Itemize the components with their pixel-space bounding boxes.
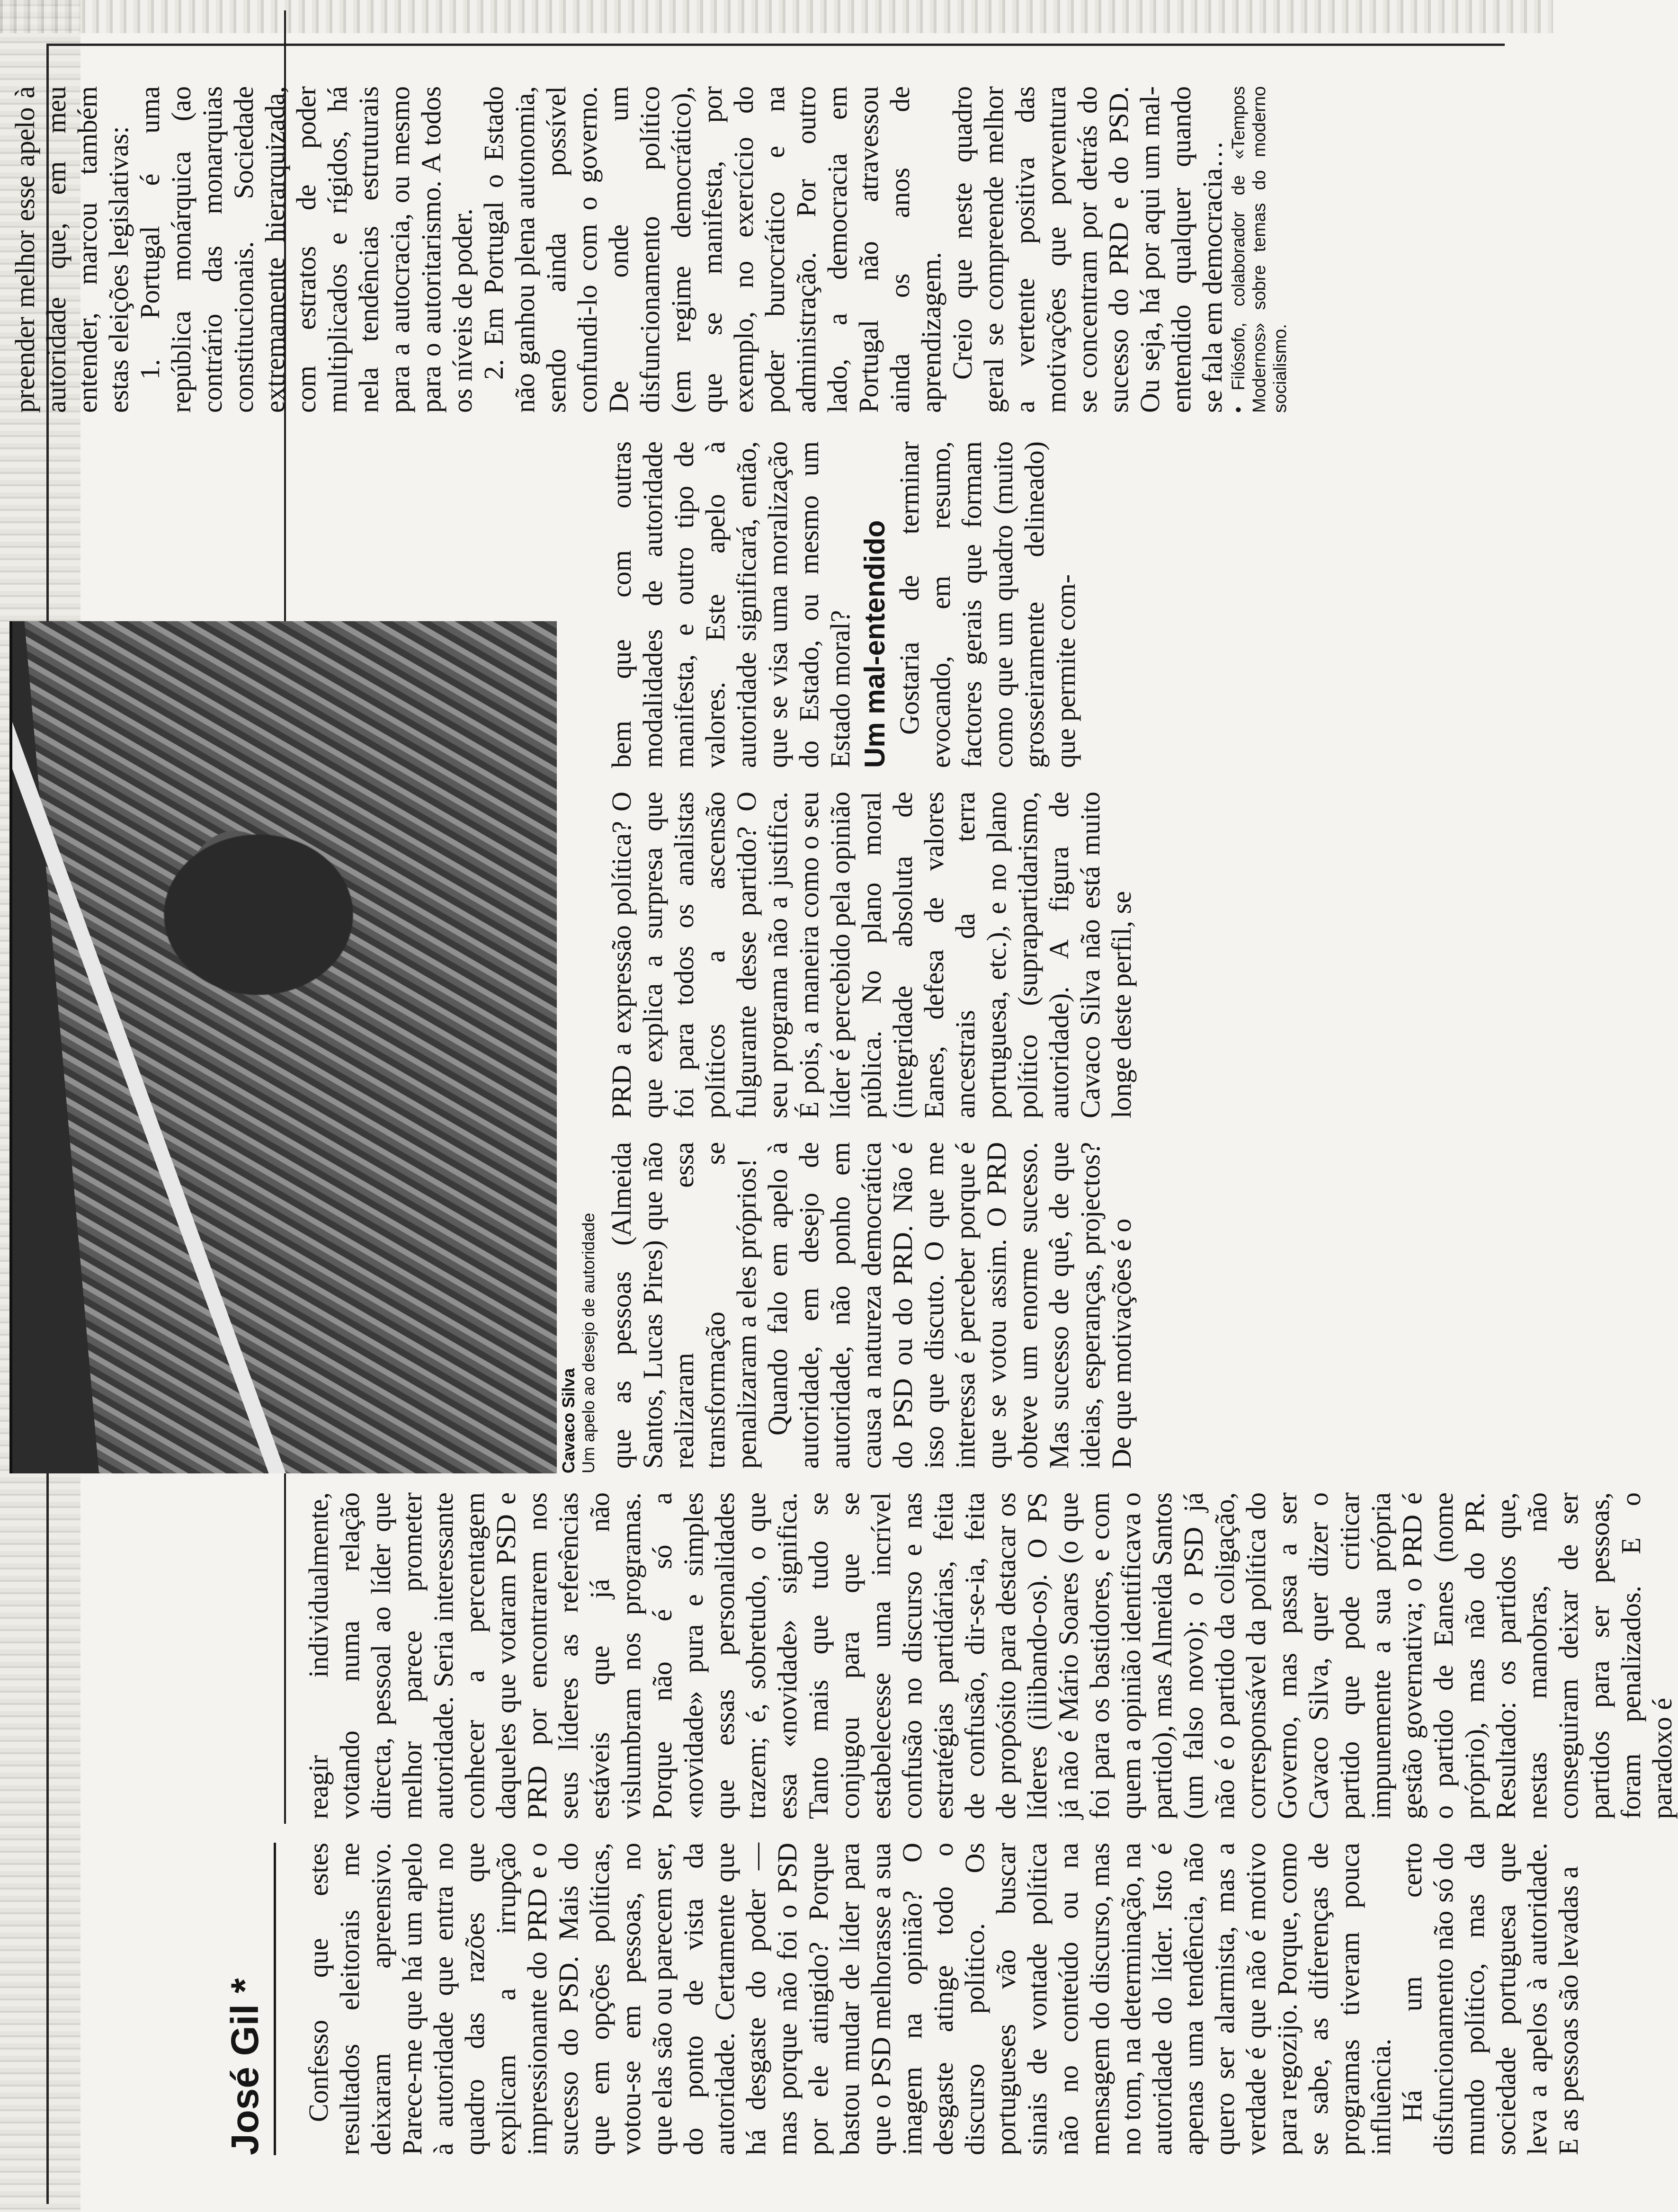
column-3 [606, 1142, 1137, 1469]
photo-caption [559, 1000, 598, 1473]
footnote: • Filósofo, colaborador de «Tempos Modernos» sobre temas do moderno socialismo. [1229, 86, 1290, 413]
paragraph: Creio que neste quadro geral se compreende melhor a vertente positiva das motivações que porventura se concentram por detrás do sucesso do PRD e do PSD. Ou seja, há por aqui um mal-entendido qualquer quando se fala em democracia… [947, 86, 1228, 413]
column-5 [606, 441, 1081, 768]
paragraph: 1. Portugal é uma república monárquica (ao contrário das monarquias constitucionais. Sociedade extremamente hierarquizada, com estratos de poder multiplicados e rígidos, há nela tendências estruturais para a autocracia, ou mesmo para o autoritarismo. A todos os níveis de poder. [134, 86, 478, 413]
paragraph: bem que com outras modalidades de autoridade manifesta, e outro tipo de valores. Este apelo à autoridade significará, então, que se visa uma moralização do Estado, ou mesmo um Estado moral? [606, 441, 856, 768]
column-4 [606, 792, 1137, 1118]
column-1 [303, 1843, 1584, 2155]
paragraph: preender melhor esse apelo à autoridade que, em meu entender, marcou também estas eleições legislativas: [9, 86, 134, 413]
caption-text: Um apelo ao desejo de autoridade [579, 1213, 598, 1473]
article-body [9, 53, 1678, 2155]
paragraph: Gostaria de terminar evocando, em resumo, factores gerais que formam como que um quadro (muito grosseiramente delineado) que permite com- [894, 441, 1081, 768]
paragraph: PRD a expressão política? O que explica a surpresa que foi para todos os analistas políticos a ascensão fulgurante desse partido? O seu programa não a justifica. É pois, a maneira como o seu líder é percebido pela opinião pública. No plano moral (integridade absoluta de Eanes, defesa de valores ancestrais da terra portuguesa, etc.), e no plano político (suprapartidarismo, autoridade). A figura de Cavaco Silva não está muito longe deste perfil, se [606, 792, 1137, 1118]
subheading: Um mal-entendido [859, 520, 891, 768]
paragraph: Confesso que estes resultados eleitorais me deixaram apreensivo. Parece-me que há um apelo à autoridade que entra no quadro das razões que explicam a irrupção impressionante do PRD e o sucesso do PSD. Mais do que em opções políticas, votou-se em pessoas, no que elas são ou parecem ser, do ponto de vista da autoridade. Certamente que há desgaste do poder — mas porque não foi o PSD por ele atingido? Porque bastou mudar de líder para que o PSD melhorasse a sua imagem na opinião? O desgaste atinge todo o discurso político. Os portugueses vão buscar sinais de vontade política não no conteúdo ou na mensagem do discurso, mas no tom, na determinação, na autoridade do líder. Isto é apenas uma tendência, não quero ser alarmista, mas a verdade é que não é motivo para regozijo. Porque, como se sabe, as diferenças de programas tiveram pouca influência. [303, 1843, 1396, 2155]
paragraph: que as pessoas (Almeida Santos, Lucas Pires) que não realizaram essa transformação se penalizaram a eles próprios! [606, 1142, 762, 1469]
column-2 [303, 1492, 1678, 1819]
paragraph: Quando falo em apelo à autoridade, em desejo de autoridade, não ponho em causa a natureza democrática do PSD ou do PRD. Não é isso que discuto. O que me interessa é perceber porque é que se votou assim. O PRD obteve um enorme sucesso. Mas sucesso de quê, de que ideias, esperanças, projectos? De que motivações é o [762, 1142, 1137, 1469]
author-byline: José Gil * [223, 1843, 276, 2155]
caption-name: Cavaco Silva [559, 1368, 578, 1473]
paragraph: Há um certo disfuncionamento não só do mundo político, mas da sociedade portuguesa que leva a apelos à autoridade. E as pessoas são levadas a [1397, 1843, 1584, 2155]
column-6 [9, 86, 1291, 413]
paragraph: 2. Em Portugal o Estado não ganhou plena autonomia, sendo ainda possível confundi-lo com o governo. De onde um disfuncionamento político (em regime democrático), que se manifesta, por exemplo, no exercício do poder burocrático e na administração. Por outro lado, a democracia em Portugal não atravessou ainda os anos de aprendizagem. [478, 86, 946, 413]
photo-cavaco-silva [9, 621, 557, 1473]
paragraph: reagir individualmente, votando numa relação directa, pessoal ao líder que melhor parece prometer autoridade. Seria interessante conhecer a percentagem daqueles que votaram PSD e PRD por encontrarem nos seus líderes as referências estáveis que já não vislumbram nos programas. Porque não é só a «novidade» pura e simples que essas personalidades trazem; é, sobretudo, o que essa «novidade» significa. Tanto mais que tudo se conjugou para que se estabelecesse uma incrível confusão no discurso e nas estratégias partidárias, feita de confusão, dir-se-ia, feita de propósito para destacar os líderes (iliibando-os). O PS já não é Mário Soares (o que foi para os bastidores, e com quem a opinião identificava o partido), mas Almeida Santos (um falso novo); o PSD já não é o partido da coligação, corresponsável da política do Governo, mas passa a ser Cavaco Silva, quer dizer o partido que pode criticar impunemente a sua própria gestão governativa; o PRD é o partido de Eanes (nome próprio), mas não do PR. Resultado: os partidos que, nestas manobras, não conseguiram deixar de ser partidos para ser pessoas, foram penalizados. E o paradoxo é [303, 1492, 1678, 1819]
